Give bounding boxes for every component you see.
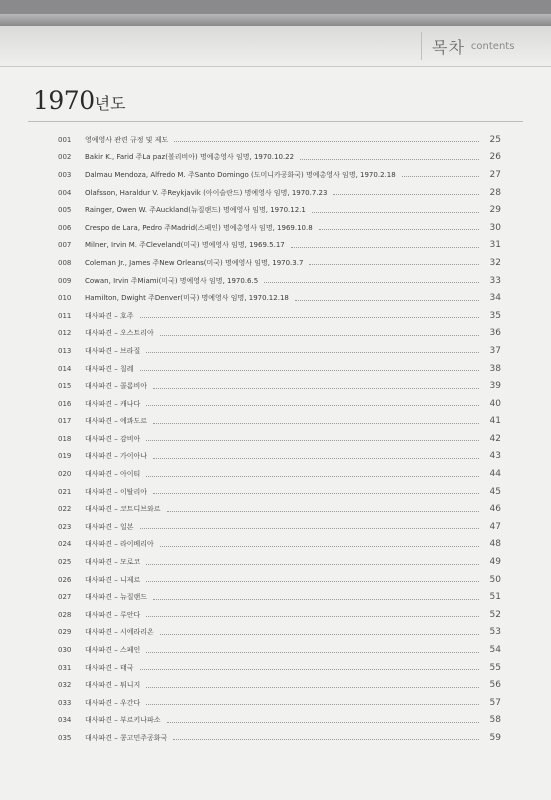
toc-entry-page: 34 bbox=[489, 293, 501, 304]
toc-leader-dots bbox=[153, 458, 479, 459]
toc-entry-title: 대사파견 – 감비아 bbox=[85, 434, 141, 443]
toc-leader-dots bbox=[140, 528, 479, 529]
toc-leader-dots bbox=[312, 212, 479, 213]
toc-leader-dots bbox=[153, 599, 479, 600]
toc-entry-title: Olafsson, Haraldur V. 주Reykjavik (아이슬란드) 명예영사 임명, 1970.7.23 bbox=[85, 188, 328, 197]
toc-entry-page: 53 bbox=[489, 627, 501, 638]
toc-entry[interactable] bbox=[58, 606, 501, 624]
toc-entry-number: 009 bbox=[58, 276, 72, 285]
toc-leader-dots bbox=[153, 423, 479, 424]
toc-leader-dots bbox=[146, 687, 479, 688]
toc-entry[interactable] bbox=[58, 536, 501, 554]
toc-entry-title: 대사파견 – 칠레 bbox=[85, 364, 134, 373]
toc-leader-dots bbox=[146, 652, 479, 653]
toc-leader-dots bbox=[146, 352, 479, 353]
toc-entry-number: 020 bbox=[58, 470, 72, 479]
toc-entry-title: 대사파견 – 뉴질랜드 bbox=[85, 593, 148, 602]
toc-entry-number: 003 bbox=[58, 170, 72, 179]
toc-leader-dots bbox=[146, 405, 479, 406]
toc-entry-number: 006 bbox=[58, 223, 72, 232]
toc-entry-number: 018 bbox=[58, 434, 72, 443]
toc-entry[interactable] bbox=[58, 377, 501, 395]
toc-entry[interactable] bbox=[58, 272, 501, 290]
toc-entry[interactable] bbox=[58, 201, 501, 219]
toc-entry-title: 대사파견 – 브라질 bbox=[85, 346, 141, 355]
toc-entry-title: 대사파견 – 캐나다 bbox=[85, 399, 141, 408]
toc-list bbox=[58, 131, 501, 747]
toc-entry-page: 50 bbox=[489, 574, 501, 585]
toc-entry-number: 002 bbox=[58, 153, 72, 162]
toc-entry[interactable] bbox=[58, 325, 501, 343]
toc-entry-number: 029 bbox=[58, 628, 72, 637]
toc-entry-number: 016 bbox=[58, 399, 72, 408]
toc-entry-page: 48 bbox=[489, 539, 501, 550]
toc-entry-number: 026 bbox=[58, 575, 72, 584]
toc-entry-title: 대사파견 – 가이아나 bbox=[85, 452, 148, 461]
toc-entry[interactable] bbox=[58, 360, 501, 378]
toc-entry-title: 대사파견 – 아이티 bbox=[85, 470, 141, 479]
toc-entry-number: 017 bbox=[58, 417, 72, 426]
toc-leader-dots bbox=[146, 564, 479, 565]
toc-entry-page: 43 bbox=[489, 451, 501, 462]
toc-entry[interactable] bbox=[58, 676, 501, 694]
toc-entry-title: 대사파견 – 모로코 bbox=[85, 558, 141, 567]
toc-entry[interactable] bbox=[58, 219, 501, 237]
top-bar bbox=[0, 0, 551, 26]
toc-entry-page: 28 bbox=[489, 187, 501, 198]
toc-entry-page: 33 bbox=[489, 275, 501, 286]
toc-entry-page: 47 bbox=[489, 521, 501, 532]
toc-entry-number: 007 bbox=[58, 241, 72, 250]
toc-entry[interactable] bbox=[58, 553, 501, 571]
toc-entry-page: 46 bbox=[489, 504, 501, 515]
toc-entry-number: 021 bbox=[58, 487, 72, 496]
toc-entry-title: 대사파견 – 태국 bbox=[85, 663, 134, 672]
toc-entry-page: 40 bbox=[489, 398, 501, 409]
toc-entry-title: 대사파견 – 콜롬비아 bbox=[85, 382, 148, 391]
toc-entry-title: 대사파견 – 콩고민주공화국 bbox=[85, 733, 168, 742]
toc-entry-number: 004 bbox=[58, 188, 72, 197]
toc-entry[interactable] bbox=[58, 413, 501, 431]
toc-entry-number: 034 bbox=[58, 716, 72, 725]
toc-entry-page: 58 bbox=[489, 715, 501, 726]
toc-entry-title: 대사파견 – 오스트리아 bbox=[85, 329, 154, 338]
toc-leader-dots bbox=[160, 546, 479, 547]
toc-entry[interactable] bbox=[58, 237, 501, 255]
toc-entry-title: 대사파견 – 시에라리온 bbox=[85, 628, 154, 637]
toc-entry[interactable] bbox=[58, 729, 501, 747]
toc-entry-page: 36 bbox=[489, 328, 501, 339]
toc-entry-number: 027 bbox=[58, 593, 72, 602]
toc-entry-page: 57 bbox=[489, 697, 501, 708]
toc-entry-title: Crespo de Lara, Pedro 주Madrid(스페인) 명예총영사 임명, 1969.10.8 bbox=[85, 223, 313, 232]
toc-entry-page: 38 bbox=[489, 363, 501, 374]
toc-entry-title: 대사파견 – 루안다 bbox=[85, 610, 141, 619]
toc-leader-dots bbox=[402, 176, 479, 177]
toc-entry-title: 영예영사 관련 규정 및 제도 bbox=[85, 135, 169, 144]
toc-entry-number: 012 bbox=[58, 329, 72, 338]
toc-entry-title: 대사파견 – 라이베리아 bbox=[85, 540, 154, 549]
section-heading bbox=[33, 86, 126, 115]
toc-entry-number: 013 bbox=[58, 346, 72, 355]
toc-leader-dots bbox=[319, 229, 479, 230]
toc-entry-number: 008 bbox=[58, 258, 72, 267]
contents-tab bbox=[421, 26, 551, 66]
toc-entry-page: 26 bbox=[489, 152, 501, 163]
toc-entry[interactable] bbox=[58, 465, 501, 483]
toc-entry-number: 025 bbox=[58, 558, 72, 567]
toc-leader-dots bbox=[160, 335, 479, 336]
tab-separator bbox=[421, 32, 422, 60]
toc-entry-page: 29 bbox=[489, 205, 501, 216]
toc-entry-number: 024 bbox=[58, 540, 72, 549]
toc-entry-page: 42 bbox=[489, 433, 501, 444]
toc-entry-page: 59 bbox=[489, 732, 501, 743]
toc-leader-dots bbox=[146, 476, 479, 477]
toc-entry-page: 27 bbox=[489, 169, 501, 180]
toc-entry[interactable] bbox=[58, 624, 501, 642]
contents-title-ko: 목차 bbox=[432, 37, 465, 57]
section-year: 1970 bbox=[33, 86, 95, 115]
toc-entry-page: 39 bbox=[489, 381, 501, 392]
contents-title-en: contents bbox=[470, 40, 515, 52]
toc-entry-page: 54 bbox=[489, 645, 501, 656]
toc-entry[interactable] bbox=[58, 342, 501, 360]
toc-entry[interactable] bbox=[58, 430, 501, 448]
toc-entry-page: 44 bbox=[489, 469, 501, 480]
toc-leader-dots bbox=[146, 581, 479, 582]
toc-entry-number: 019 bbox=[58, 452, 72, 461]
toc-leader-dots bbox=[291, 247, 479, 248]
toc-entry-title: Milner, Irvin M. 주Cleveland(미국) 명예영사 임명, 1969.5.17 bbox=[85, 241, 285, 250]
toc-entry[interactable] bbox=[58, 500, 501, 518]
toc-entry-number: 031 bbox=[58, 663, 72, 672]
toc-entry-title: 대사파견 – 튀니지 bbox=[85, 681, 141, 690]
toc-entry-page: 41 bbox=[489, 416, 501, 427]
section-year-suffix: 년도 bbox=[94, 94, 126, 113]
toc-entry-page: 32 bbox=[489, 257, 501, 268]
toc-entry-title: 대사파견 – 호주 bbox=[85, 311, 134, 320]
toc-entry[interactable] bbox=[58, 694, 501, 712]
toc-entry-title: Cowan, Irvin 주Miami(미국) 명예영사 임명, 1970.6.5 bbox=[85, 276, 259, 285]
toc-leader-dots bbox=[153, 388, 479, 389]
toc-leader-dots bbox=[333, 194, 479, 195]
toc-entry[interactable] bbox=[58, 659, 501, 677]
toc-entry[interactable] bbox=[58, 184, 501, 202]
toc-leader-dots bbox=[309, 264, 479, 265]
toc-entry-number: 010 bbox=[58, 294, 72, 303]
toc-entry-number: 011 bbox=[58, 311, 72, 320]
toc-entry-page: 45 bbox=[489, 486, 501, 497]
toc-entry[interactable] bbox=[58, 395, 501, 413]
toc-entry-number: 005 bbox=[58, 206, 72, 215]
toc-entry-number: 030 bbox=[58, 646, 72, 655]
toc-leader-dots bbox=[167, 722, 479, 723]
toc-entry[interactable] bbox=[58, 254, 501, 272]
toc-entry-page: 56 bbox=[489, 680, 501, 691]
toc-entry-title: Bakir K., Farid 주La paz(볼리비아) 명예총영사 임명, 1970.10.22 bbox=[85, 153, 295, 162]
toc-entry-page: 49 bbox=[489, 557, 501, 568]
toc-entry-number: 014 bbox=[58, 364, 72, 373]
toc-entry-title: 대사파견 – 일본 bbox=[85, 522, 134, 531]
toc-entry-page: 51 bbox=[489, 592, 501, 603]
toc-entry-number: 032 bbox=[58, 681, 72, 690]
toc-entry[interactable] bbox=[58, 588, 501, 606]
toc-entry-number: 015 bbox=[58, 382, 72, 391]
toc-entry-title: 대사파견 – 부르키나파소 bbox=[85, 716, 161, 725]
toc-entry-page: 25 bbox=[489, 134, 501, 145]
toc-entry[interactable] bbox=[58, 641, 501, 659]
toc-leader-dots bbox=[153, 493, 479, 494]
toc-entry[interactable] bbox=[58, 571, 501, 589]
toc-entry[interactable] bbox=[58, 483, 501, 501]
toc-entry[interactable] bbox=[58, 166, 501, 184]
toc-entry-title: 대사파견 – 코트디브와르 bbox=[85, 505, 161, 514]
toc-leader-dots bbox=[146, 440, 479, 441]
toc-entry-number: 023 bbox=[58, 522, 72, 531]
toc-entry[interactable] bbox=[58, 518, 501, 536]
toc-leader-dots bbox=[140, 370, 479, 371]
toc-entry-page: 31 bbox=[489, 240, 501, 251]
toc-entry-number: 028 bbox=[58, 610, 72, 619]
toc-entry-number: 022 bbox=[58, 505, 72, 514]
heading-rule bbox=[28, 121, 523, 122]
toc-entry-title: Dalmau Mendoza, Alfredo M. 주Santo Domingo (도미니카공화국) 명예총영사 임명, 1970.2.18 bbox=[85, 170, 396, 179]
toc-entry[interactable] bbox=[58, 307, 501, 325]
toc-leader-dots bbox=[160, 634, 479, 635]
toc-entry-number: 035 bbox=[58, 733, 72, 742]
toc-leader-dots bbox=[167, 511, 479, 512]
toc-entry-title: 대사파견 – 우간다 bbox=[85, 698, 141, 707]
toc-entry-title: 대사파견 – 니제르 bbox=[85, 575, 141, 584]
toc-entry[interactable] bbox=[58, 289, 501, 307]
toc-entry-title: 대사파견 – 이탈리아 bbox=[85, 487, 148, 496]
toc-entry-page: 35 bbox=[489, 310, 501, 321]
toc-entry[interactable] bbox=[58, 712, 501, 730]
toc-entry-page: 52 bbox=[489, 609, 501, 620]
toc-entry-number: 001 bbox=[58, 135, 72, 144]
toc-entry-title: Rainger, Owen W. 주Auckland(뉴질랜드) 명예영사 임명, 1970.12.1 bbox=[85, 206, 306, 215]
toc-entry-title: 대사파견 – 스페인 bbox=[85, 646, 141, 655]
toc-entry-page: 30 bbox=[489, 222, 501, 233]
toc-leader-dots bbox=[174, 141, 479, 142]
toc-entry-page: 37 bbox=[489, 345, 501, 356]
toc-entry[interactable] bbox=[58, 448, 501, 466]
toc-entry-title: Hamilton, Dwight 주Denver(미국) 명예영사 임명, 1970.12.18 bbox=[85, 294, 289, 303]
toc-leader-dots bbox=[146, 704, 479, 705]
toc-entry-title: 대사파견 – 에콰도르 bbox=[85, 417, 148, 426]
toc-entry-title: Coleman Jr., James 주New Orleans(미국) 명예영사 임명, 1970.3.7 bbox=[85, 258, 304, 267]
toc-entry[interactable] bbox=[58, 131, 501, 149]
toc-leader-dots bbox=[295, 300, 479, 301]
toc-leader-dots bbox=[146, 616, 479, 617]
toc-leader-dots bbox=[173, 739, 479, 740]
toc-leader-dots bbox=[140, 669, 479, 670]
toc-leader-dots bbox=[264, 282, 479, 283]
toc-leader-dots bbox=[140, 317, 479, 318]
toc-entry-page: 55 bbox=[489, 662, 501, 673]
toc-entry[interactable] bbox=[58, 149, 501, 167]
toc-leader-dots bbox=[300, 159, 479, 160]
toc-entry-number: 033 bbox=[58, 698, 72, 707]
